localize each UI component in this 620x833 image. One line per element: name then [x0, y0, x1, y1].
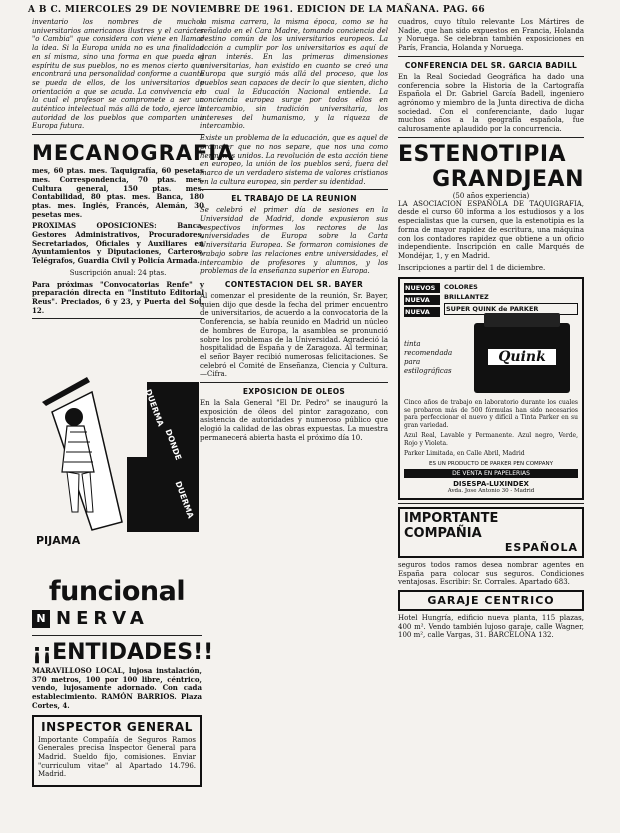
garcia-text: En la Real Sociedad Geográfica ha dado una conferencia sobre la Historia de la Cartografía Española el Dr. Gabriel García Badell, ingeniero agrónomo y miembro de la Junta directiva de dicha sociedad. Con el conferenciante, dado lugar muchos años a la geografía española, fue calurosamente aplaudido por la concurrencia.: [398, 72, 584, 134]
entidades-text: MARAVILLOSO LOCAL, lujosa instalación, 370 metros, 100 por 100 libre, céntrico, vendo, lujosamente adornado. Con cada establecimiento. RAMÓN BARRIOS. Plaza Cortes, 4.: [32, 666, 202, 710]
garaje-text: Hotel Hungría, edificio nueva planta, 115 plazas, 400 m². Vendo también lujoso garaje, calle Wagner, 100 m², calle Vargas, 31. BARCELONA 132.: [398, 613, 584, 640]
estenotipia-title: ESTENOTIPIA: [398, 141, 567, 167]
quink-recomendada: recomendada: [404, 349, 453, 358]
quink-venta: DE VENTA EN PAPELERIAS: [404, 469, 578, 478]
pijama-label: PIJAMA: [36, 534, 81, 547]
col2-top-text: la misma carrera, la misma época, como se ha señalado en el Cara Madre, tomando conciencia del destino común de los universitarios europeos. La acción a cumplir por los universitarios es aquí de gran interés. En las primeras dimensiones universitarias, han existido en cuanto se creó una Europa que surgió más allá del proceso, que los pueblos sean capaces de decir lo que sienten, dicho lo cual la Educación Nacional entiende. La conciencia europea surge por todos ellos en intercambio, sin tradición universitaria, los intereses del humanismo, y la riqueza de intercambio.: [200, 18, 388, 131]
divider: [32, 318, 204, 319]
divider: [200, 382, 388, 383]
nerva-logo-icon: N: [32, 610, 50, 628]
inspector-text: Importante Compañía de Seguros Ramos Generales precisa Inspector General para Madrid. Sueldo fijo, comisiones. Enviar "curriculum vitae" al Apartado 14.796. Madrid.: [38, 735, 196, 779]
page-header: A B C. MIERCOLES 29 DE NOVIEMBRE DE 1961. EDICION DE LA MAÑANA. PAG. 66: [28, 5, 486, 15]
quink-top-row: [404, 283, 578, 317]
quink-slogan: [404, 340, 474, 376]
contestacion-text: Al comenzar el presidente de la reunión, Sr. Bayer, quien dijo que desde la fecha del primer encuentro de universitarios, de acuerdo a la convocatoria de la Conferencia, se había reunido en Madrid un núcleo de hombres de Europa, la asamblea se pronunció sobre los problemas de la Universidad. Agradeció la hospitalidad de España y de Zaragoza. Al terminar, el señor Bayer recibió numerosas felicitaciones. Se celebró el Comité de Enseñanza, Ciencia y Cultura.—Cifra.: [200, 291, 388, 379]
divider: [200, 189, 388, 190]
estenotipia-inscripciones: Inscripciones a partir del 1 de diciembre.: [398, 263, 546, 272]
importante-title-1: IMPORTANTE COMPAÑIA: [404, 510, 499, 541]
inspector-title: INSPECTOR GENERAL: [41, 719, 193, 734]
nerva-brand: NERVA: [56, 608, 149, 629]
col2-mid-text: Existe un problema de la educación, que es aquel de prometer que no nos separe, que nos una como hermanos unidos. La revolución de esta acción tiene en europeo, la unión de los pueblos será, fuera del marco de un verdadero sistema de valores cristianos en la cultura europea, sin perder su identidad.: [200, 134, 388, 186]
quink-nueva-2: NUEVA: [404, 307, 440, 317]
quink-tinta: tinta: [404, 340, 421, 349]
importante-text: seguros todos ramos desea nombrar agentes en España para colocar sus seguros. Condiciones ventajosas. Escribir: Sr. Corrales. Apartado 683.: [398, 560, 584, 587]
exposicion-text: En la Sala General "El Dr. Pedro" se inauguró la exposición de óleos del pintor zaragozano, con asistencia de autoridades y numeroso público que elogió la calidad de las obras expuestas. La muestra permanecerá abierta hasta el próximo día 10.: [200, 399, 388, 442]
contestacion-headline: CONTESTACION DEL SR. BAYER: [224, 279, 364, 289]
entidades-title: ¡¡ENTIDADES!!: [32, 640, 214, 665]
divider: [398, 56, 584, 57]
trabajo-headline: EL TRABAJO DE LA REUNION: [231, 194, 357, 204]
importante-box: [398, 507, 584, 558]
quink-nueva-1: NUEVA: [404, 295, 440, 305]
suscripcion-text: Suscripción anual: 24 ptas.: [69, 268, 167, 277]
quink-super: SUPER QUINK de PARKER: [444, 303, 578, 315]
quink-brillantez: BRILLANTEZ: [444, 293, 489, 302]
duerma-text-1: DUERMA: [143, 388, 166, 428]
column-3: [398, 18, 584, 823]
quink-bottle-icon: [474, 323, 570, 393]
duerma-text-3: DUERMA: [173, 480, 196, 520]
divider: [32, 635, 202, 636]
divider: [398, 137, 584, 138]
inspector-box: [32, 715, 202, 788]
duerma-text-2: DONDE: [163, 428, 184, 462]
quink-ad: [398, 277, 584, 500]
divider: [32, 134, 204, 135]
col3-top-text: cuadros, cuyo título relevante Los Mártires de Nadie, que han sido expuestos en Francia, Holanda y Noruega. Se celebran también exposiciones en París, Francia, Holanda y Noruega.: [398, 18, 584, 53]
quink-brand: Quink: [488, 349, 556, 365]
proximas-text: Para próximas "Convocatorias Renfe" y preparación directa en "Instituto Editorial Reus". Preciados, 6 y 23, y Puerta del Sol, 12.: [32, 279, 204, 315]
pijama-nerva-ad: [32, 362, 202, 574]
quink-distrib: DISESPA-LUXINDEX: [453, 479, 529, 488]
funcional-title: funcional: [48, 576, 186, 607]
exposicion-headline: EXPOSICION DE OLEOS: [242, 387, 346, 397]
mecanografia-text: mes, 60 ptas. mes. Taquigrafía, 60 pesetas mes. Correspondencia, 70 ptas. mes. Cultura general, 150 ptas. mes. Contabilidad, 80 ptas. mes. Banca, 180 ptas. mes. Inglés, Francés, Alemán, 30 pesetas mes.: [32, 166, 204, 219]
nerva-row: [32, 608, 202, 629]
importante-title-2: ESPAÑOLA: [504, 540, 578, 554]
quink-para: para: [404, 358, 421, 367]
quink-estilograficas: estilográficas: [404, 367, 452, 376]
quink-product-row: [404, 323, 578, 393]
quink-dir: Avda. Jose Antonio 30 - Madrid: [447, 487, 535, 494]
grandjean-title: GRANDJEAN: [432, 166, 584, 192]
quink-right-labels: [444, 283, 578, 317]
quink-colors: Azul Real, Lavable y Permanente. Azul negro, Verde, Rojo y Violeta.: [404, 432, 578, 447]
quink-pide: ES UN PRODUCTO DE PARKER PEN COMPANY: [428, 460, 554, 467]
mecanografia-title: MECANOGRAFIA: [32, 141, 235, 166]
quink-colores: COLORES: [444, 283, 478, 292]
quink-address: Parker Limitada, en Calle Abril, Madrid: [404, 450, 525, 458]
divider: [398, 503, 584, 504]
oposiciones-text: PROXIMAS OPOSICIONES: Banca, Gestores Administrativos, Procuradores, Secretariados, Oficiales y Auxiliares en Ayuntamientos y Diputaciones, Carteros, Telégrafos, Guardia Civil y Policía Armada.: [32, 221, 204, 266]
garaje-box: [398, 590, 584, 611]
estenotipia-subtitle: (50 años experiencia): [452, 191, 530, 200]
intro-text: inventario los nombres de muchos universitarios americanos ilustres y el carácter "o Cambia" que considera con viene en llamar la idea. Si la Europa unida no es una finalidad en sí misma, sino una forma en que pueda el espíritu de sus pueblos, no es menos cierto que encontrará una personalidad conforme a cuanto se pueda de ellos, de los universitarios de orientación a que se acuda. La convivencia en la cual el profesor se compromete a ser un auténtico intelectual más allá de todo, ejerce la autoridad de los pueblos que comparten una Europa futura.: [32, 18, 204, 131]
quink-nuevos: NUEVOS: [404, 283, 440, 293]
estenotipia-text: LA ASOCIACION ESPAÑOLA DE TAQUIGRAFIA, desde el curso 60 informa a los estudiosos y a los especialistas que la cursen, que la estenotipia es la forma de mayor rapidez de escritura, una máquina con los contadores rapidez que obtiene a un oficio independiente. Inscripción en calle Marqués de Mondéjar, 1, y en Madrid.: [398, 199, 584, 260]
trabajo-text: Se celebró el primer día de sesiones en la Universidad de Madrid, donde expusieron sus respectivos informes los rectores de las universidades de Europa sobre la Carta Universitaria Europea. Se formaron comisiones de trabajo sobre las relaciones entre universidades, el intercambio de profesores y alumnos, y los problemas de la enseñanza superior en Europa.: [200, 206, 388, 276]
garaje-title: GARAJE CENTRICO: [427, 593, 555, 607]
garcia-headline: CONFERENCIA DEL SR. GARCIA BADILL: [404, 60, 578, 70]
funcional-nerva-block: [32, 576, 214, 790]
column-2: [200, 18, 388, 823]
quink-labels: [404, 283, 440, 317]
quink-desc: Cinco años de trabajo en laboratorio durante los cuales se probaron más de 500 fórmulas han sido necesarios para perfeccionar el nuevo y difícil a Tinta Parker en su gran variedad.: [404, 399, 578, 429]
